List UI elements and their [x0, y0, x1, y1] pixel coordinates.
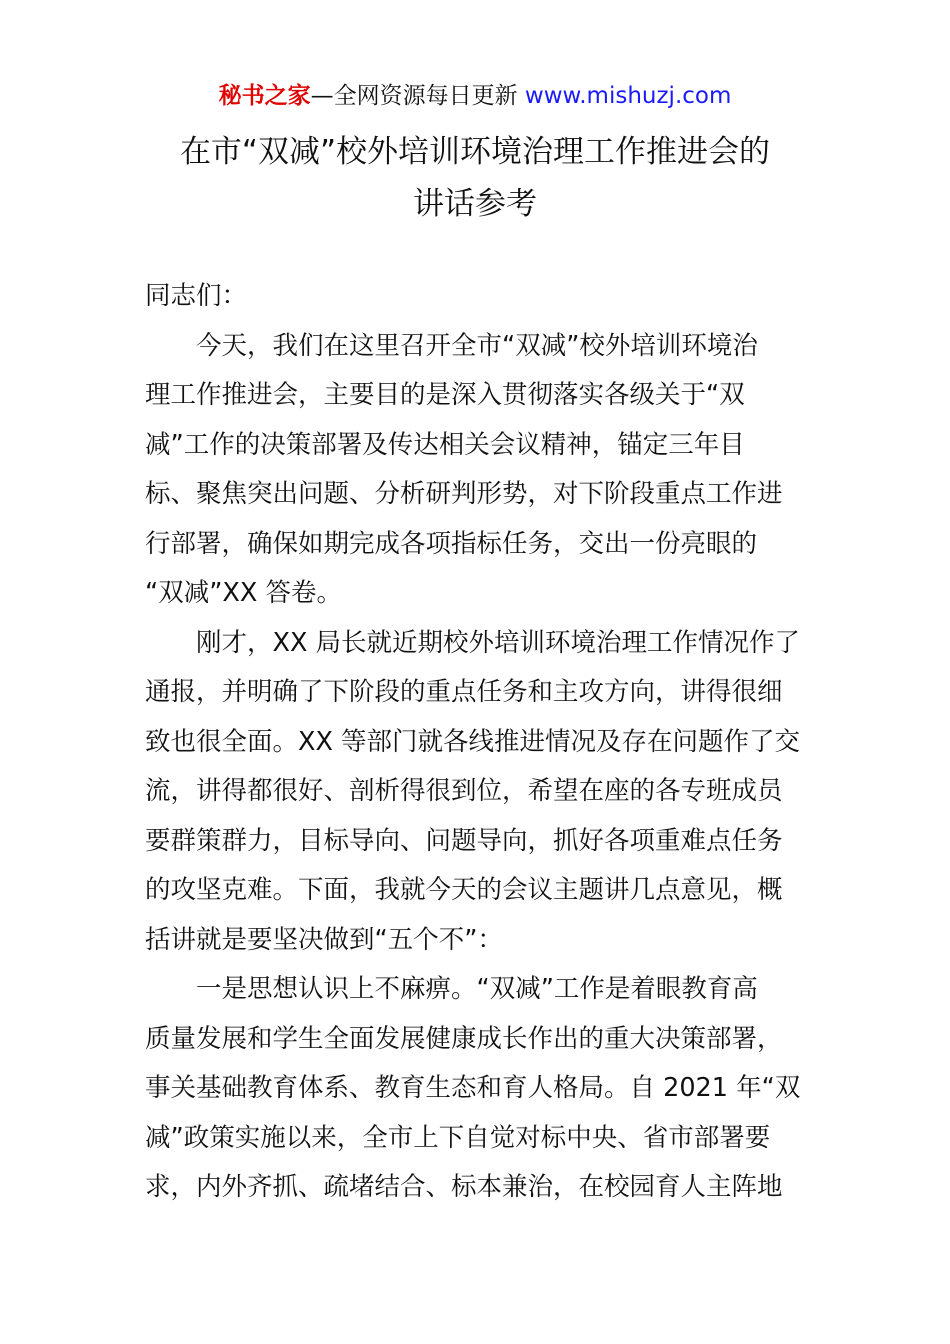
site-header [0, 80, 950, 112]
document-title [60, 126, 890, 230]
brand-name: 秘书之家 [218, 83, 311, 109]
paragraph-3 [145, 965, 825, 1213]
paragraph-line: 求，内外齐抓、疏堵结合、标本兼治，在校园育人主阵地 [145, 1172, 783, 1202]
paragraph-line: 流，讲得都很好、剖析得很到位，希望在座的各专班成员 [145, 776, 783, 806]
paragraph-line: 通报，并明确了下阶段的重点任务和主攻方向，讲得很细 [145, 677, 783, 707]
title-line: 在市“双减”校外培训环境治理工作推进会的 [179, 134, 771, 170]
document-body [145, 272, 825, 1213]
paragraph-line: 事关基础教育体系、教育生态和育人格局。自 2021 年“双 [145, 1073, 801, 1103]
title-line: 讲话参考 [413, 186, 537, 222]
site-url-link[interactable]: www.mishuzj.com [524, 83, 732, 109]
paragraph-line: 标、聚焦突出问题、分析研判形势，对下阶段重点工作进 [145, 479, 783, 509]
paragraph-line: 质量发展和学生全面发展健康成长作出的重大决策部署， [145, 1023, 783, 1054]
paragraph-line: “双减”XX 答卷。 [145, 578, 342, 608]
paragraph-1 [145, 322, 825, 619]
paragraph-line: 括讲就是要坚决做到“五个不”： [145, 924, 503, 955]
paragraph-line: 理工作推进会，主要目的是深入贯彻落实各级关于“双 [145, 380, 745, 410]
paragraph-line: 刚才，XX 局长就近期校外培训环境治理工作情况作了 [196, 627, 801, 658]
salutation: 同志们： [145, 281, 248, 311]
paragraph-line: 今天，我们在这里召开全市“双减”校外培训环境治 [196, 330, 758, 361]
paragraph-line: 要群策群力，目标导向、问题导向，抓好各项重难点任务 [145, 825, 783, 856]
paragraph-line: 致也很全面。XX 等部门就各线推进情况及存在问题作了交 [145, 726, 801, 757]
paragraph-line: 的攻坚克难。下面，我就今天的会议主题讲几点意见，概 [145, 875, 783, 905]
header-tagline: —全网资源每日更新 [310, 83, 525, 109]
paragraph-line: 减”工作的决策部署及传达相关会议精神，锚定三年目 [145, 429, 745, 460]
paragraph-line: 减”政策实施以来，全市上下自觉对标中央、省市部署要 [145, 1122, 771, 1153]
paragraph-line: 一是思想认识上不麻痹。“双减”工作是着眼教育高 [196, 974, 758, 1004]
paragraph-line: 行部署，确保如期完成各项指标任务，交出一份亮眼的 [145, 528, 758, 559]
paragraph-2 [145, 619, 825, 966]
